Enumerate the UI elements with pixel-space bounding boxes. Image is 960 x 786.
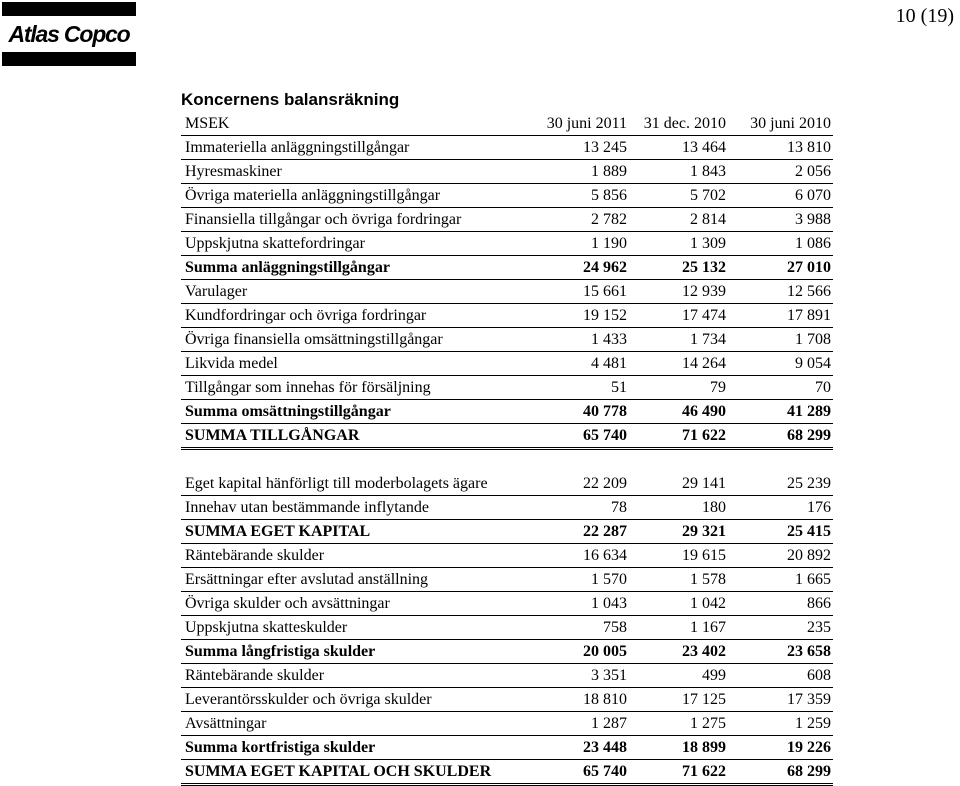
row-label: Finansiella tillgångar och övriga fordringar [181, 208, 533, 232]
row-value: 19 226 [728, 736, 833, 760]
row-value: 12 566 [728, 280, 833, 304]
row-label: Övriga materiella anläggningstillgångar [181, 184, 533, 208]
row-label: Eget kapital hänförligt till moderbolagets ägare [181, 472, 533, 496]
row-label: Kundfordringar och övriga fordringar [181, 304, 533, 328]
row-value: 46 490 [629, 400, 728, 424]
row-value: 13 810 [728, 136, 833, 160]
row-value: 1 889 [533, 160, 629, 184]
row-value: 2 056 [728, 160, 833, 184]
row-label: Summa omsättningstillgångar [181, 400, 533, 424]
header-30-juni-2011: 30 juni 2011 [533, 112, 629, 136]
row-value: 40 778 [533, 400, 629, 424]
row-value: 19 615 [629, 544, 728, 568]
table-row [181, 568, 833, 592]
row-value: 1 275 [629, 712, 728, 736]
table-row [181, 544, 833, 568]
row-label: Leverantörsskulder och övriga skulder [181, 688, 533, 712]
row-value: 23 658 [728, 640, 833, 664]
row-value: 22 209 [533, 472, 629, 496]
row-value: 1 433 [533, 328, 629, 352]
row-value: 608 [728, 664, 833, 688]
row-value: 27 010 [728, 256, 833, 280]
row-value: 235 [728, 616, 833, 640]
row-value: 68 299 [728, 424, 833, 449]
row-value: 1 734 [629, 328, 728, 352]
row-label: Summa kortfristiga skulder [181, 736, 533, 760]
row-value: 1 043 [533, 592, 629, 616]
row-label: Innehav utan bestämmande inflytande [181, 496, 533, 520]
row-value: 23 402 [629, 640, 728, 664]
row-label: Tillgångar som innehas för försäljning [181, 376, 533, 400]
table-row [181, 136, 833, 160]
row-label: Övriga skulder och avsättningar [181, 592, 533, 616]
row-value: 18 810 [533, 688, 629, 712]
row-value [533, 449, 629, 473]
row-value: 1 843 [629, 160, 728, 184]
row-value: 1 309 [629, 232, 728, 256]
table-row [181, 520, 833, 544]
table-row [181, 184, 833, 208]
row-value: 9 054 [728, 352, 833, 376]
table-row [181, 208, 833, 232]
table-row [181, 592, 833, 616]
logo-wordmark: Atlas Copco [8, 21, 130, 47]
balance-sheet-table [181, 112, 833, 786]
row-value: 17 125 [629, 688, 728, 712]
row-value: 20 005 [533, 640, 629, 664]
page-title: Koncernens balansräkning [181, 90, 400, 109]
spacer-row [181, 449, 833, 473]
row-value: 180 [629, 496, 728, 520]
row-value: 3 351 [533, 664, 629, 688]
row-value: 71 622 [629, 760, 728, 785]
row-label: Summa anläggningstillgångar [181, 256, 533, 280]
table-row [181, 400, 833, 424]
row-label: Likvida medel [181, 352, 533, 376]
row-value: 12 939 [629, 280, 728, 304]
row-label: SUMMA EGET KAPITAL [181, 520, 533, 544]
row-label: Uppskjutna skattefordringar [181, 232, 533, 256]
table-row [181, 376, 833, 400]
row-value: 70 [728, 376, 833, 400]
row-value: 25 415 [728, 520, 833, 544]
row-value: 1 708 [728, 328, 833, 352]
row-label: Övriga finansiella omsättningstillgångar [181, 328, 533, 352]
row-value: 758 [533, 616, 629, 640]
row-label [181, 449, 533, 473]
header-31-dec-2010: 31 dec. 2010 [629, 112, 728, 136]
row-value: 22 287 [533, 520, 629, 544]
row-label: SUMMA EGET KAPITAL OCH SKULDER [181, 760, 533, 785]
row-value: 29 321 [629, 520, 728, 544]
table-row [181, 472, 833, 496]
row-label: Räntebärande skulder [181, 664, 533, 688]
row-value: 17 891 [728, 304, 833, 328]
row-value: 1 086 [728, 232, 833, 256]
row-value: 29 141 [629, 472, 728, 496]
row-label: Räntebärande skulder [181, 544, 533, 568]
row-value: 13 245 [533, 136, 629, 160]
row-value: 14 264 [629, 352, 728, 376]
row-value: 3 988 [728, 208, 833, 232]
row-label: Summa långfristiga skulder [181, 640, 533, 664]
row-value: 499 [629, 664, 728, 688]
row-value: 65 740 [533, 424, 629, 449]
logo-bar-top [2, 2, 136, 16]
row-value: 51 [533, 376, 629, 400]
row-label: Varulager [181, 280, 533, 304]
table-row [181, 280, 833, 304]
row-value: 17 359 [728, 688, 833, 712]
row-value: 5 702 [629, 184, 728, 208]
row-value: 25 239 [728, 472, 833, 496]
page-number: 10 (19) [895, 5, 954, 27]
row-value: 1 167 [629, 616, 728, 640]
row-value [629, 449, 728, 473]
header-30-juni-2010: 30 juni 2010 [728, 112, 833, 136]
row-value: 1 570 [533, 568, 629, 592]
table-row [181, 688, 833, 712]
row-value: 13 464 [629, 136, 728, 160]
table-row [181, 640, 833, 664]
header-msek: MSEK [181, 112, 533, 136]
table-row [181, 616, 833, 640]
table-row [181, 160, 833, 184]
balance-sheet-body [181, 112, 833, 785]
table-row [181, 760, 833, 785]
row-value: 19 152 [533, 304, 629, 328]
row-label: Hyresmaskiner [181, 160, 533, 184]
row-value: 866 [728, 592, 833, 616]
row-value: 18 899 [629, 736, 728, 760]
row-label: Ersättningar efter avslutad anställning [181, 568, 533, 592]
row-value: 1 259 [728, 712, 833, 736]
table-row [181, 256, 833, 280]
row-value: 6 070 [728, 184, 833, 208]
row-value: 78 [533, 496, 629, 520]
row-value: 41 289 [728, 400, 833, 424]
table-header-row [181, 112, 833, 136]
logo-bar-bottom [2, 52, 136, 66]
table-row [181, 304, 833, 328]
row-value: 71 622 [629, 424, 728, 449]
row-value: 1 578 [629, 568, 728, 592]
row-label: Immateriella anläggningstillgångar [181, 136, 533, 160]
table-row [181, 664, 833, 688]
table-row [181, 712, 833, 736]
row-value: 4 481 [533, 352, 629, 376]
table-row [181, 328, 833, 352]
row-value: 17 474 [629, 304, 728, 328]
row-value: 68 299 [728, 760, 833, 785]
row-value: 15 661 [533, 280, 629, 304]
row-label: Avsättningar [181, 712, 533, 736]
row-value: 5 856 [533, 184, 629, 208]
row-value [728, 449, 833, 473]
table-row [181, 424, 833, 449]
row-value: 1 190 [533, 232, 629, 256]
atlas-copco-logo [2, 2, 136, 66]
row-label: SUMMA TILLGÅNGAR [181, 424, 533, 449]
row-value: 1 287 [533, 712, 629, 736]
row-value: 2 814 [629, 208, 728, 232]
row-value: 65 740 [533, 760, 629, 785]
table-row [181, 232, 833, 256]
row-value: 176 [728, 496, 833, 520]
row-value: 20 892 [728, 544, 833, 568]
row-value: 16 634 [533, 544, 629, 568]
table-row [181, 496, 833, 520]
row-value: 25 132 [629, 256, 728, 280]
row-value: 24 962 [533, 256, 629, 280]
row-value: 2 782 [533, 208, 629, 232]
row-value: 1 665 [728, 568, 833, 592]
row-label: Uppskjutna skatteskulder [181, 616, 533, 640]
row-value: 79 [629, 376, 728, 400]
row-value: 1 042 [629, 592, 728, 616]
table-row [181, 352, 833, 376]
row-value: 23 448 [533, 736, 629, 760]
